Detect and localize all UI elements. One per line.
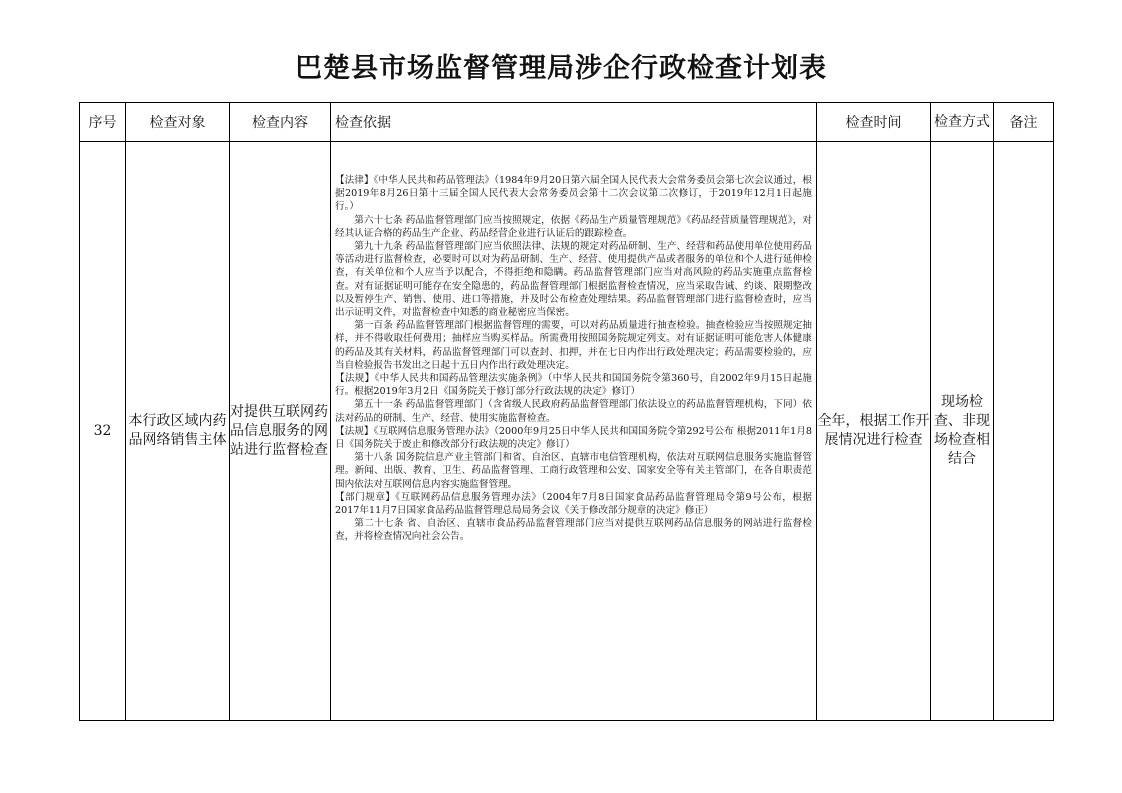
basis-article-100: 第一百条 药品监督管理部门根据监督管理的需要，可以对药品质量进行抽查检验。抽查检验应当按照规定抽样，并不得收取任何费用；抽样应当购买样品。所需费用按照国务院规定列支。对有证据证明可能危害人体健康的药品及其有关材料，药品监督管理部门可以查封、扣押，并在七日内作出行政处理决定；药品需要检验的，应当自检验报告书发出之日起十五日内作出行政处理决定。	[335, 320, 812, 371]
basis-article-27: 第二十七条 省、自治区、直辖市食品药品监督管理部门应当对提供互联网药品信息服务的网站进行监督检查，并将检查情况向社会公告。	[335, 518, 812, 543]
header-method: 检查方式	[931, 103, 994, 142]
page-title: 巴楚县市场监督管理局涉企行政检查计划表	[295, 53, 827, 84]
cell-basis	[331, 142, 817, 721]
header-content: 检查内容	[230, 103, 331, 142]
basis-article-18: 第十八条 国务院信息产业主管部门和省、自治区、直辖市电信管理机构，依法对互联网信息服务实施监督管理。新闻、出版、教育、卫生、药品监督管理、工商行政管理和公安、国家安全等有关主管部门，在各自职责范围内依法对互联网信息内容实施监督管理。	[335, 452, 812, 490]
basis-law-heading: 【法律】《中华人民共和药品管理法》（1984年9月20日第六届全国人民代表大会常务委员会第七次会议通过，根据2019年8月26日第十三届全国人民代表大会常务委员会第十二次会议第二次修订，于2019年12月1日起施行。）	[335, 175, 812, 213]
cell-note	[994, 142, 1054, 721]
cell-seq: 32	[80, 142, 126, 721]
basis-article-99: 第九十九条 药品监督管理部门应当依照法律、法规的规定对药品研制、生产、经营和药品使用单位使用药品等活动进行监督检查，必要时可以对为药品研制、生产、经营、使用提供产品或者服务的单位和个人进行延伸检查，有关单位和个人应当予以配合，不得拒绝和隐瞒。药品监督管理部门应当对高风险的药品实施重点监督检查。对有证据证明可能存在安全隐患的，药品监督管理部门根据监督检查情况，应当采取告诫、约谈、限期整改以及暂停生产、销售、使用、进口等措施，并及时公布检查处理结果。药品监督管理部门进行监督检查时，应当出示证明文件，对监督检查中知悉的商业秘密应当保密。	[335, 241, 812, 319]
inspection-plan-table	[79, 102, 1054, 721]
basis-internet-regulation-heading: 【法规】《互联网信息服务管理办法》（2000年9月25日中华人民共和国国务院令第292号公布 根据2011年1月8日《国务院关于废止和修改部分行政法规的决定》修订）	[335, 425, 812, 451]
basis-rule-heading: 【部门规章】《互联网药品信息服务管理办法》（2004年7月8日国家食品药品监督管理局令第9号公布，根据2017年11月7日国家食品药品监督管理总局局务会议《关于修改部分规章的决定》修正）	[335, 491, 812, 517]
table-header-row	[80, 103, 1054, 142]
cell-target: 本行政区域内药品网络销售主体	[126, 142, 230, 721]
basis-article-67: 第六十七条 药品监督管理部门应当按照规定，依据《药品生产质量管理规范》《药品经营质量管理规范》，对经其认证合格的药品生产企业、药品经营企业进行认证后的跟踪检查。	[335, 214, 812, 239]
table-row	[80, 142, 1054, 721]
header-basis: 检查依据	[331, 103, 817, 142]
basis-regulation-heading: 【法规】《中华人民共和国药品管理法实施条例》（中华人民共和国国务院令第360号，自2002年9月15日起施行。根据2019年3月2日《国务院关于修订部分行政法规的决定》修订）	[335, 373, 812, 398]
header-target: 检查对象	[126, 103, 230, 142]
header-seq: 序号	[80, 103, 126, 142]
cell-content: 对提供互联网药品信息服务的网站进行监督检查	[230, 142, 331, 721]
header-time: 检查时间	[817, 103, 931, 142]
header-note: 备注	[994, 103, 1054, 142]
basis-article-51: 第五十一条 药品监督管理部门（含省级人民政府药品监督管理部门依法设立的药品监督管理机构，下同）依法对药品的研制、生产、经营、使用实施监督检查。	[335, 399, 812, 424]
cell-method: 现场检查、非现场检查相结合	[931, 142, 994, 721]
cell-time: 全年，根据工作开展情况进行检查	[817, 142, 931, 721]
